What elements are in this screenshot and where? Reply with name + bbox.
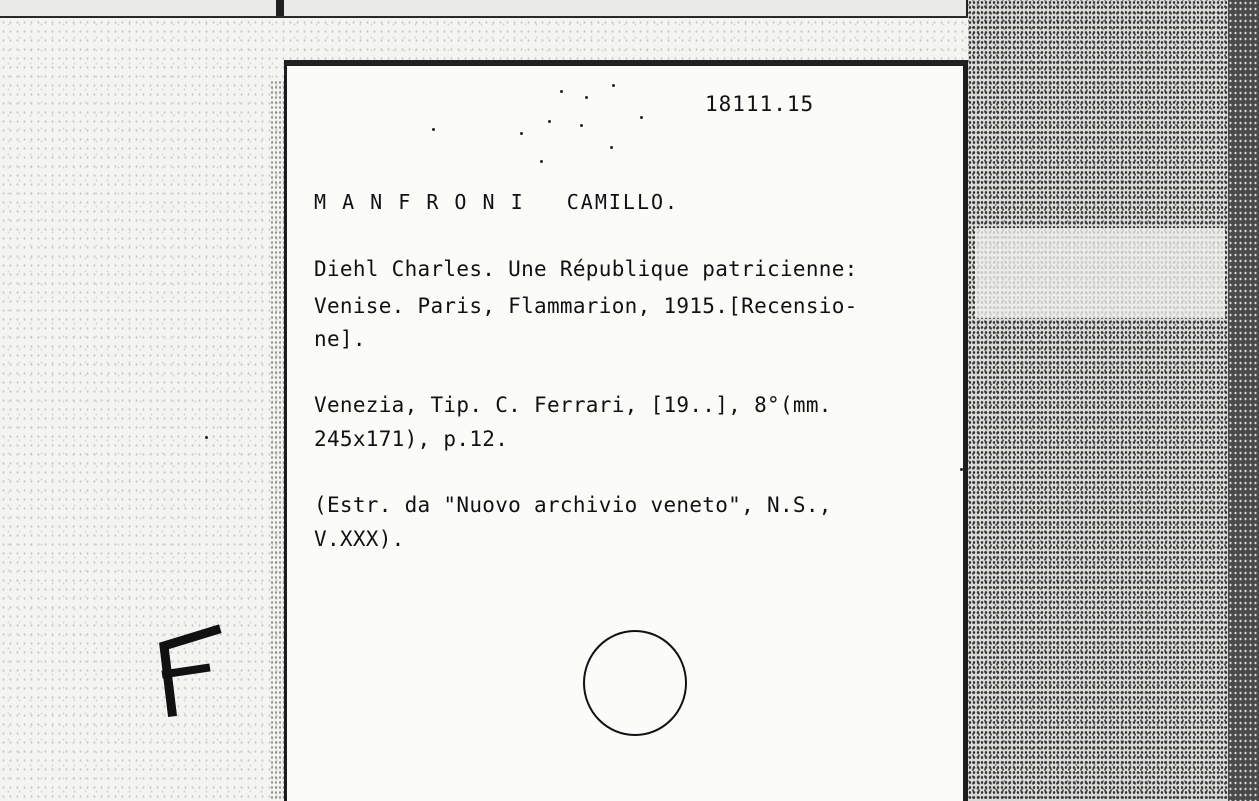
note-line-1: (Estr. da "Nuovo archivio veneto", N.S., bbox=[314, 493, 832, 517]
shelfmark: 18111.15 bbox=[705, 92, 815, 116]
note-line-2: V.XXX). bbox=[314, 527, 405, 551]
author-heading: M A N F R O N I CAMILLO. bbox=[314, 190, 680, 214]
card-shadow bbox=[270, 80, 284, 801]
adjacent-card-edge bbox=[968, 0, 1259, 801]
title-line-3: ne]. bbox=[314, 327, 366, 351]
imprint-line-2: 245x171), p.12. bbox=[314, 427, 509, 451]
punch-hole-circle bbox=[583, 630, 687, 736]
frame-tick-left bbox=[276, 0, 284, 16]
adjacent-card-light-patch bbox=[975, 228, 1225, 318]
top-frame bbox=[0, 0, 975, 18]
title-line-2: Venise. Paris, Flammarion, 1915.[Recensio- bbox=[314, 294, 858, 318]
imprint-line-1: Venezia, Tip. C. Ferrari, [19..], 8°(mm. bbox=[314, 393, 832, 417]
handwritten-f-mark bbox=[150, 612, 230, 722]
title-line-1: Diehl Charles. Une République patricienne: bbox=[314, 257, 858, 281]
scan-right-edge bbox=[1228, 0, 1259, 801]
